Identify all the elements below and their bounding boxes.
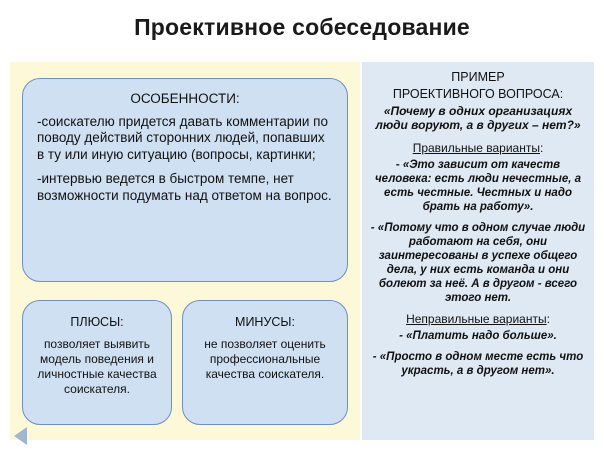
example-question: «Почему в одних организациях люди воруют, а в других – нет?» — [375, 104, 581, 133]
correct-answers-heading-underline: Правильные варианты — [412, 140, 540, 155]
wrong-answer-2: - «Просто в одном месте есть что украсть, а в другом нет». — [372, 350, 584, 377]
correct-answer-1: - «Это зависит от качеств человека: есть люди нечестные, а есть честные. Честных и надо брать на работу». — [374, 158, 582, 213]
correct-answer-2: - «Потому что в одном случае люди работают на себя, они заинтересованы в успехе общего дела, у них есть команда и они болеют за неё. А в другом - всего этого нет. — [370, 221, 586, 304]
pros-text: позволяет выявить модель поведения и личностные качества соискателя. — [37, 337, 157, 396]
wrong-answers-heading — [370, 312, 586, 326]
features-box — [22, 78, 348, 282]
play-triangle-icon[interactable] — [14, 427, 27, 445]
features-paragraph-2: -интервью ведется в быстром темпе, нет возможности подумать над ответом на вопрос. — [37, 171, 332, 203]
wrong-answer-1: - «Платить надо больше». — [399, 329, 557, 342]
features-heading: ОСОБЕННОСТИ: — [130, 91, 240, 106]
example-panel — [362, 62, 594, 440]
correct-answers-heading — [370, 141, 586, 155]
cons-text: не позволяет оценить профессиональные качества соискателя. — [204, 337, 326, 381]
correct-answers-heading-colon: : — [539, 140, 544, 155]
wrong-answers-heading-colon: : — [546, 311, 550, 326]
cons-box — [182, 300, 348, 425]
wrong-answers-heading-underline: Неправильные варианты — [406, 311, 547, 326]
page-title: Проективное собеседование — [134, 14, 470, 40]
example-title-line-1: ПРИМЕР — [451, 70, 505, 84]
features-paragraph-1: -соискателю придется давать комментарии по поводу действий сторонних людей, попавших в ту или иную ситуацию (вопросы, картинки; — [37, 114, 328, 162]
pros-box — [22, 300, 172, 425]
pros-heading: ПЛЮСЫ: — [70, 315, 124, 329]
example-title-line-2: ПРОЕКТИВНОГО ВОПРОСА: — [392, 87, 564, 101]
cons-heading: МИНУСЫ: — [235, 315, 295, 329]
